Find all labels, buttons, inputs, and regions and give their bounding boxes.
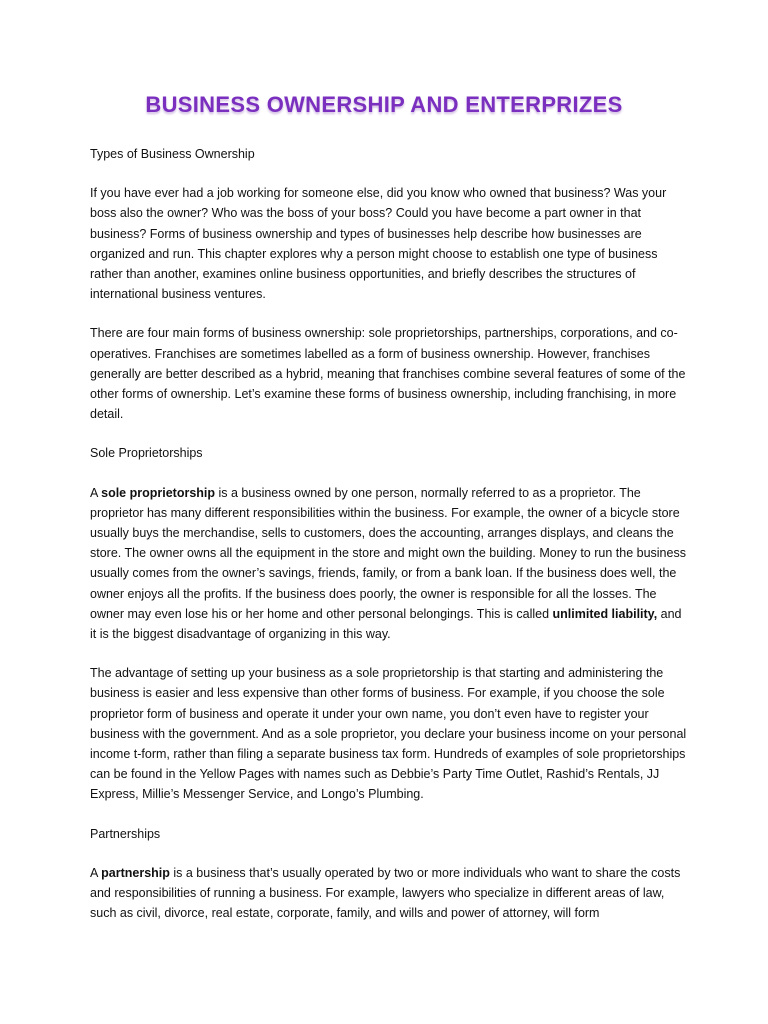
text-run: A bbox=[90, 865, 102, 880]
text-run: is a business owned by one person, normally referred to as a proprietor. The proprietor has many different responsibilities within the business. For example, the owner of a bicycle store usually buys the merchandise, sells to customers, does the accounting, arranges displays, and cleans the store. The owner owns all the equipment in the store and might own the building. Money to run the business usually comes from the owner’s savings, friends, family, or from a bank loan. If the business does well, the owner enjoys all the profits. If the business does poorly, the owner is responsible for all the losses. The owner may even lose his or her home and other personal belongings. This is called bbox=[90, 485, 686, 621]
text-run: A bbox=[90, 485, 102, 500]
text-run: is a business that’s usually operated by two or more individuals who want to share the costs and responsibilities of running a business. For example, lawyers who specialize in different areas of law, such as civil, divorce, real estate, corporate, family, and wills and power of attorney, will form bbox=[90, 865, 681, 921]
paragraph-sole-definition bbox=[90, 483, 690, 645]
section-heading-sole: Sole Proprietorships bbox=[90, 446, 203, 461]
section-heading-partnerships: Partnerships bbox=[90, 826, 161, 841]
section-heading-types: Types of Business Ownership bbox=[90, 147, 255, 161]
paragraph-types-intro: If you have ever had a job working for someone else, did you know who owned that business? Was your boss also the owner? Who was the boss of your boss? Could you have become a part owner in that business? Forms of business ownership and types of businesses help describe how businesses are organized and run. This chapter explores why a person might choose to establish one type of business rather than another, examines online business opportunities, and briefly describes the structures of international business ventures. bbox=[90, 186, 667, 302]
paragraph-partnership-definition bbox=[90, 863, 690, 924]
paragraph-types-forms: There are four main forms of business ownership: sole proprietorships, partnerships, corporations, and co-operatives. Franchises are sometimes labelled as a form of business ownership. However, franchises generally are better described as a hybrid, meaning that franchises combine several features of some of the other forms of ownership. Let’s examine these forms of business ownership, including franchising, in more detail. bbox=[90, 326, 686, 422]
text-run: and it is the biggest disadvantage of organizing in this way. bbox=[90, 606, 682, 642]
document-body bbox=[90, 140, 690, 943]
term-partnership: partnership bbox=[101, 865, 170, 880]
document-title: BUSINESS OWNERSHIP AND ENTERPRIZES bbox=[145, 92, 623, 117]
paragraph-sole-advantage: The advantage of setting up your business as a sole proprietorship is that starting and administering the business is easier and less expensive than other forms of business. For example, if you choose the sole proprietor form of business and operate it under your own name, you don’t even have to register your business with the government. And as a sole proprietor, you declare your business income on your personal income t-form, rather than filing a separate business tax form. Hundreds of examples of sole proprietorships can be found in the Yellow Pages with names such as Debbie’s Party Time Outlet, Rashid’s Rentals, JJ Express, Millie’s Messenger Service, and Longo’s Plumbing. bbox=[90, 666, 687, 802]
term-unlimited-liability: unlimited liability, bbox=[552, 606, 658, 621]
term-sole-proprietorship: sole proprietorship bbox=[101, 485, 216, 500]
